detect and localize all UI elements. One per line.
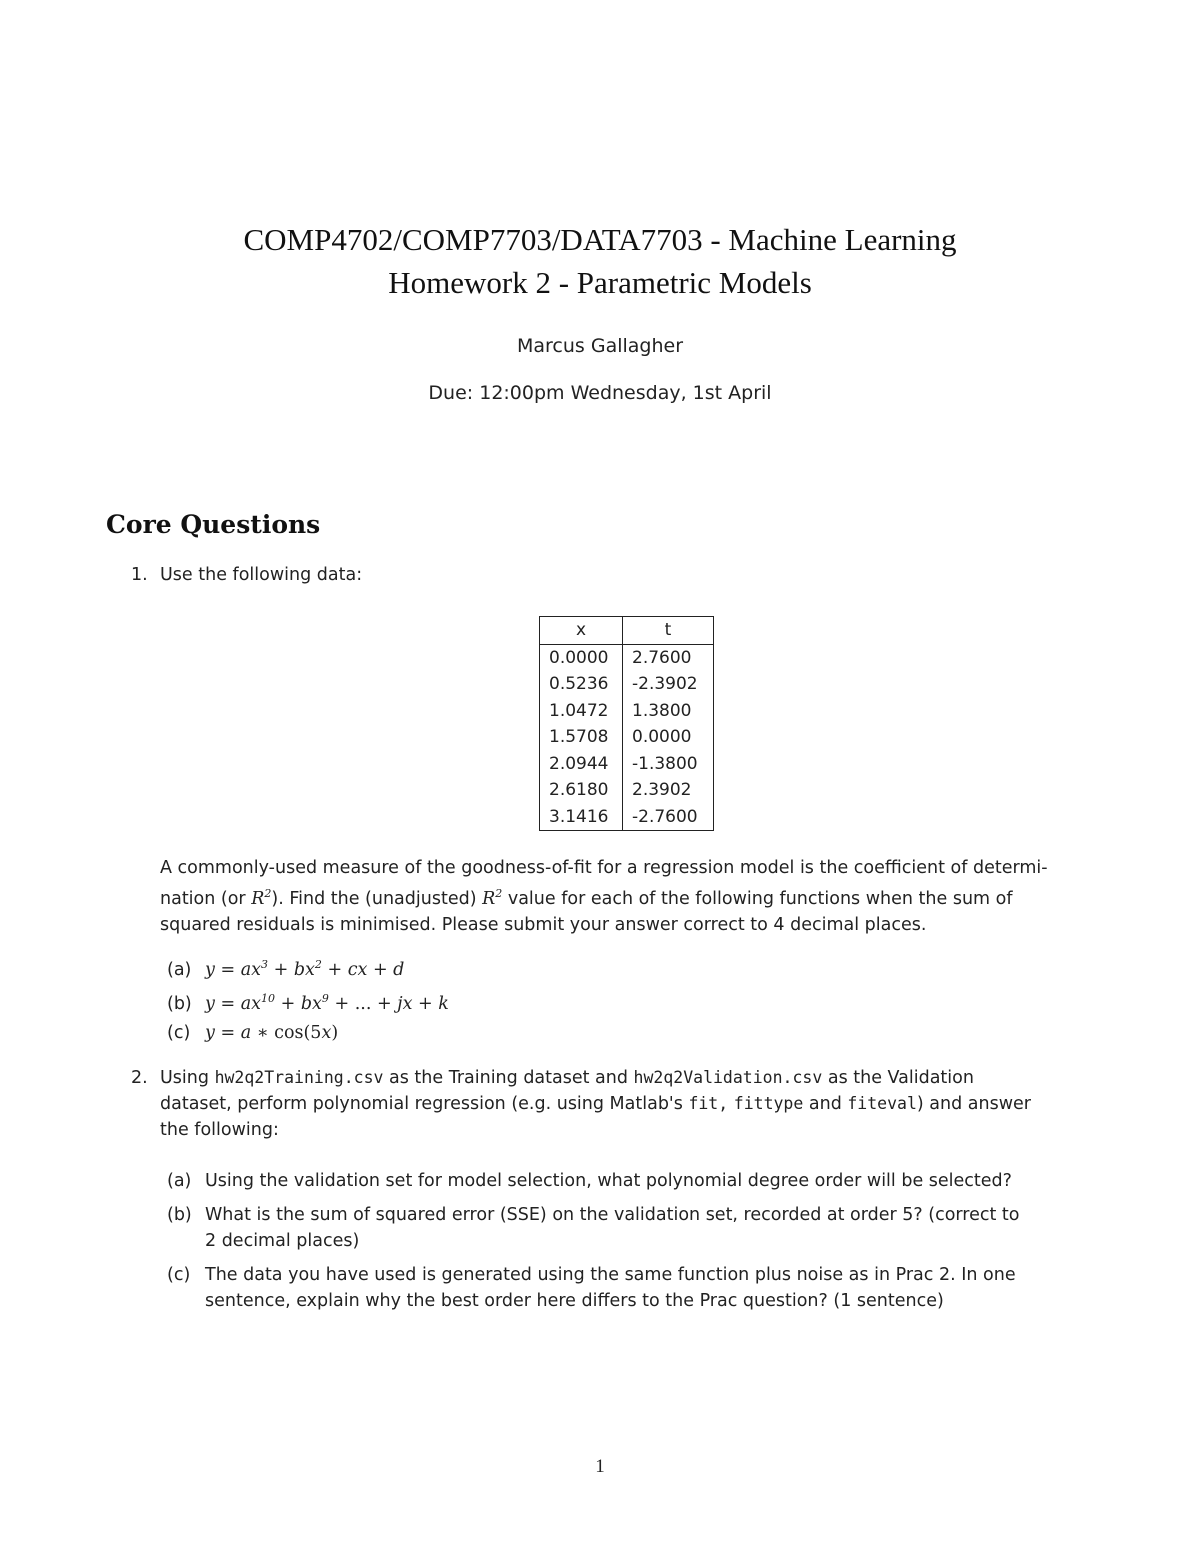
table-cell: 2.3902: [623, 777, 714, 804]
paragraph-line: [160, 1065, 1100, 1091]
math-r-squared: $R^2$: [482, 887, 503, 909]
function-name: fittype: [733, 1094, 804, 1113]
sub-question-label: (a): [167, 1171, 192, 1191]
table-cell: 0.0000: [623, 724, 714, 751]
paragraph-text: value for each of the following functions when the sum of: [502, 888, 1013, 909]
paragraph-line: [160, 881, 1100, 912]
sub-question-b: [167, 1202, 1102, 1254]
paragraph-line: A commonly-used measure of the goodness-of-fit for a regression model is the coefficient of determi-: [160, 858, 1048, 878]
table-header-row: [540, 617, 714, 645]
function-name: fit,: [688, 1094, 729, 1113]
table-cell: 1.3800: [623, 698, 714, 725]
paragraph-line: squared residuals is minimised. Please submit your answer correct to 4 decimal places.: [160, 914, 927, 935]
sub-question-label: (b): [167, 993, 192, 1014]
sub-question-c: [167, 1020, 338, 1046]
paragraph-text: ) and answer: [916, 1094, 1032, 1114]
sub-question-label: (c): [167, 1265, 191, 1285]
table-cell: -1.3800: [623, 751, 714, 778]
table-header: x: [540, 617, 623, 645]
sub-question-text: The data you have used is generated using the same function plus noise as in Prac 2. In one: [205, 1265, 1016, 1285]
sub-question-text: Using the validation set for model selection, what polynomial degree order will be selected?: [205, 1171, 1012, 1191]
data-table: [539, 616, 714, 831]
table-cell: 0.0000: [540, 644, 623, 671]
table-cell: 0.5236: [540, 671, 623, 698]
table-cell: 2.6180: [540, 777, 623, 804]
table-header: t: [623, 617, 714, 645]
question-paragraph: [160, 855, 1100, 938]
paragraph-text: Using: [160, 1068, 215, 1088]
paragraph-text: and: [803, 1094, 848, 1114]
due-date: Due: 12:00pm Wednesday, 1st April: [428, 382, 772, 404]
table-cell: 3.1416: [540, 804, 623, 831]
equation: $y = ax^{10} + bx^9$ + ... + jx + k: [205, 992, 449, 1014]
page-number: 1: [595, 1456, 605, 1477]
paragraph-text: ). Find the (unadjusted): [271, 888, 483, 909]
paragraph-text: as the Validation: [822, 1068, 974, 1088]
sub-question-text: 2 decimal places): [205, 1231, 360, 1251]
sub-question-text: What is the sum of squared error (SSE) on the validation set, recorded at order 5? (correct to: [205, 1205, 1020, 1225]
paragraph-text: nation (or: [160, 888, 252, 909]
homework-title: Homework 2 - Parametric Models: [388, 265, 812, 300]
equation: $y = ax^3 + bx^2$ + cx + d: [205, 958, 405, 980]
author: Marcus Gallagher: [516, 335, 684, 357]
table-row: [540, 777, 714, 804]
sub-question-text: sentence, explain why the best order here differs to the Prac question? (1 sentence): [205, 1291, 944, 1311]
sub-question-b: [167, 986, 449, 1017]
question-number: 2.: [131, 1068, 148, 1088]
paragraph-line: the following:: [160, 1120, 279, 1140]
sub-question-a: [167, 1168, 1102, 1194]
table-row: [540, 644, 714, 671]
equation: y = a ∗ cos(5x): [205, 1023, 339, 1043]
question-number: 1.: [131, 565, 148, 585]
table-row: [540, 671, 714, 698]
sub-question-a: [167, 952, 404, 983]
paragraph-text: as the Training dataset and: [383, 1068, 634, 1088]
section-heading: Core Questions: [106, 510, 321, 539]
table-cell: 2.7600: [623, 644, 714, 671]
validation-filename: hw2q2Validation.csv: [633, 1068, 823, 1087]
table-row: [540, 751, 714, 778]
function-name: fiteval: [847, 1094, 917, 1113]
sub-question-label: (a): [167, 959, 192, 980]
table-cell: 2.0944: [540, 751, 623, 778]
training-filename: hw2q2Training.csv: [214, 1068, 384, 1087]
paragraph-text: dataset, perform polynomial regression (e.g. using Matlab's: [160, 1094, 689, 1114]
table-cell: -2.7600: [623, 804, 714, 831]
question-intro: Use the following data:: [160, 565, 363, 585]
table-cell: 1.0472: [540, 698, 623, 725]
course-title: COMP4702/COMP7703/DATA7703 - Machine Learning: [243, 222, 957, 257]
math-r-squared: $R^2$: [251, 887, 272, 909]
paragraph-line: [160, 1091, 1100, 1117]
table-cell: 1.5708: [540, 724, 623, 751]
table-row: [540, 698, 714, 725]
sub-question-c: [167, 1262, 1102, 1314]
sub-question-label: (b): [167, 1205, 192, 1225]
table-row: [540, 724, 714, 751]
sub-question-label: (c): [167, 1023, 191, 1043]
question-paragraph: [160, 1065, 1100, 1143]
table-cell: -2.3902: [623, 671, 714, 698]
table-row: [540, 804, 714, 831]
